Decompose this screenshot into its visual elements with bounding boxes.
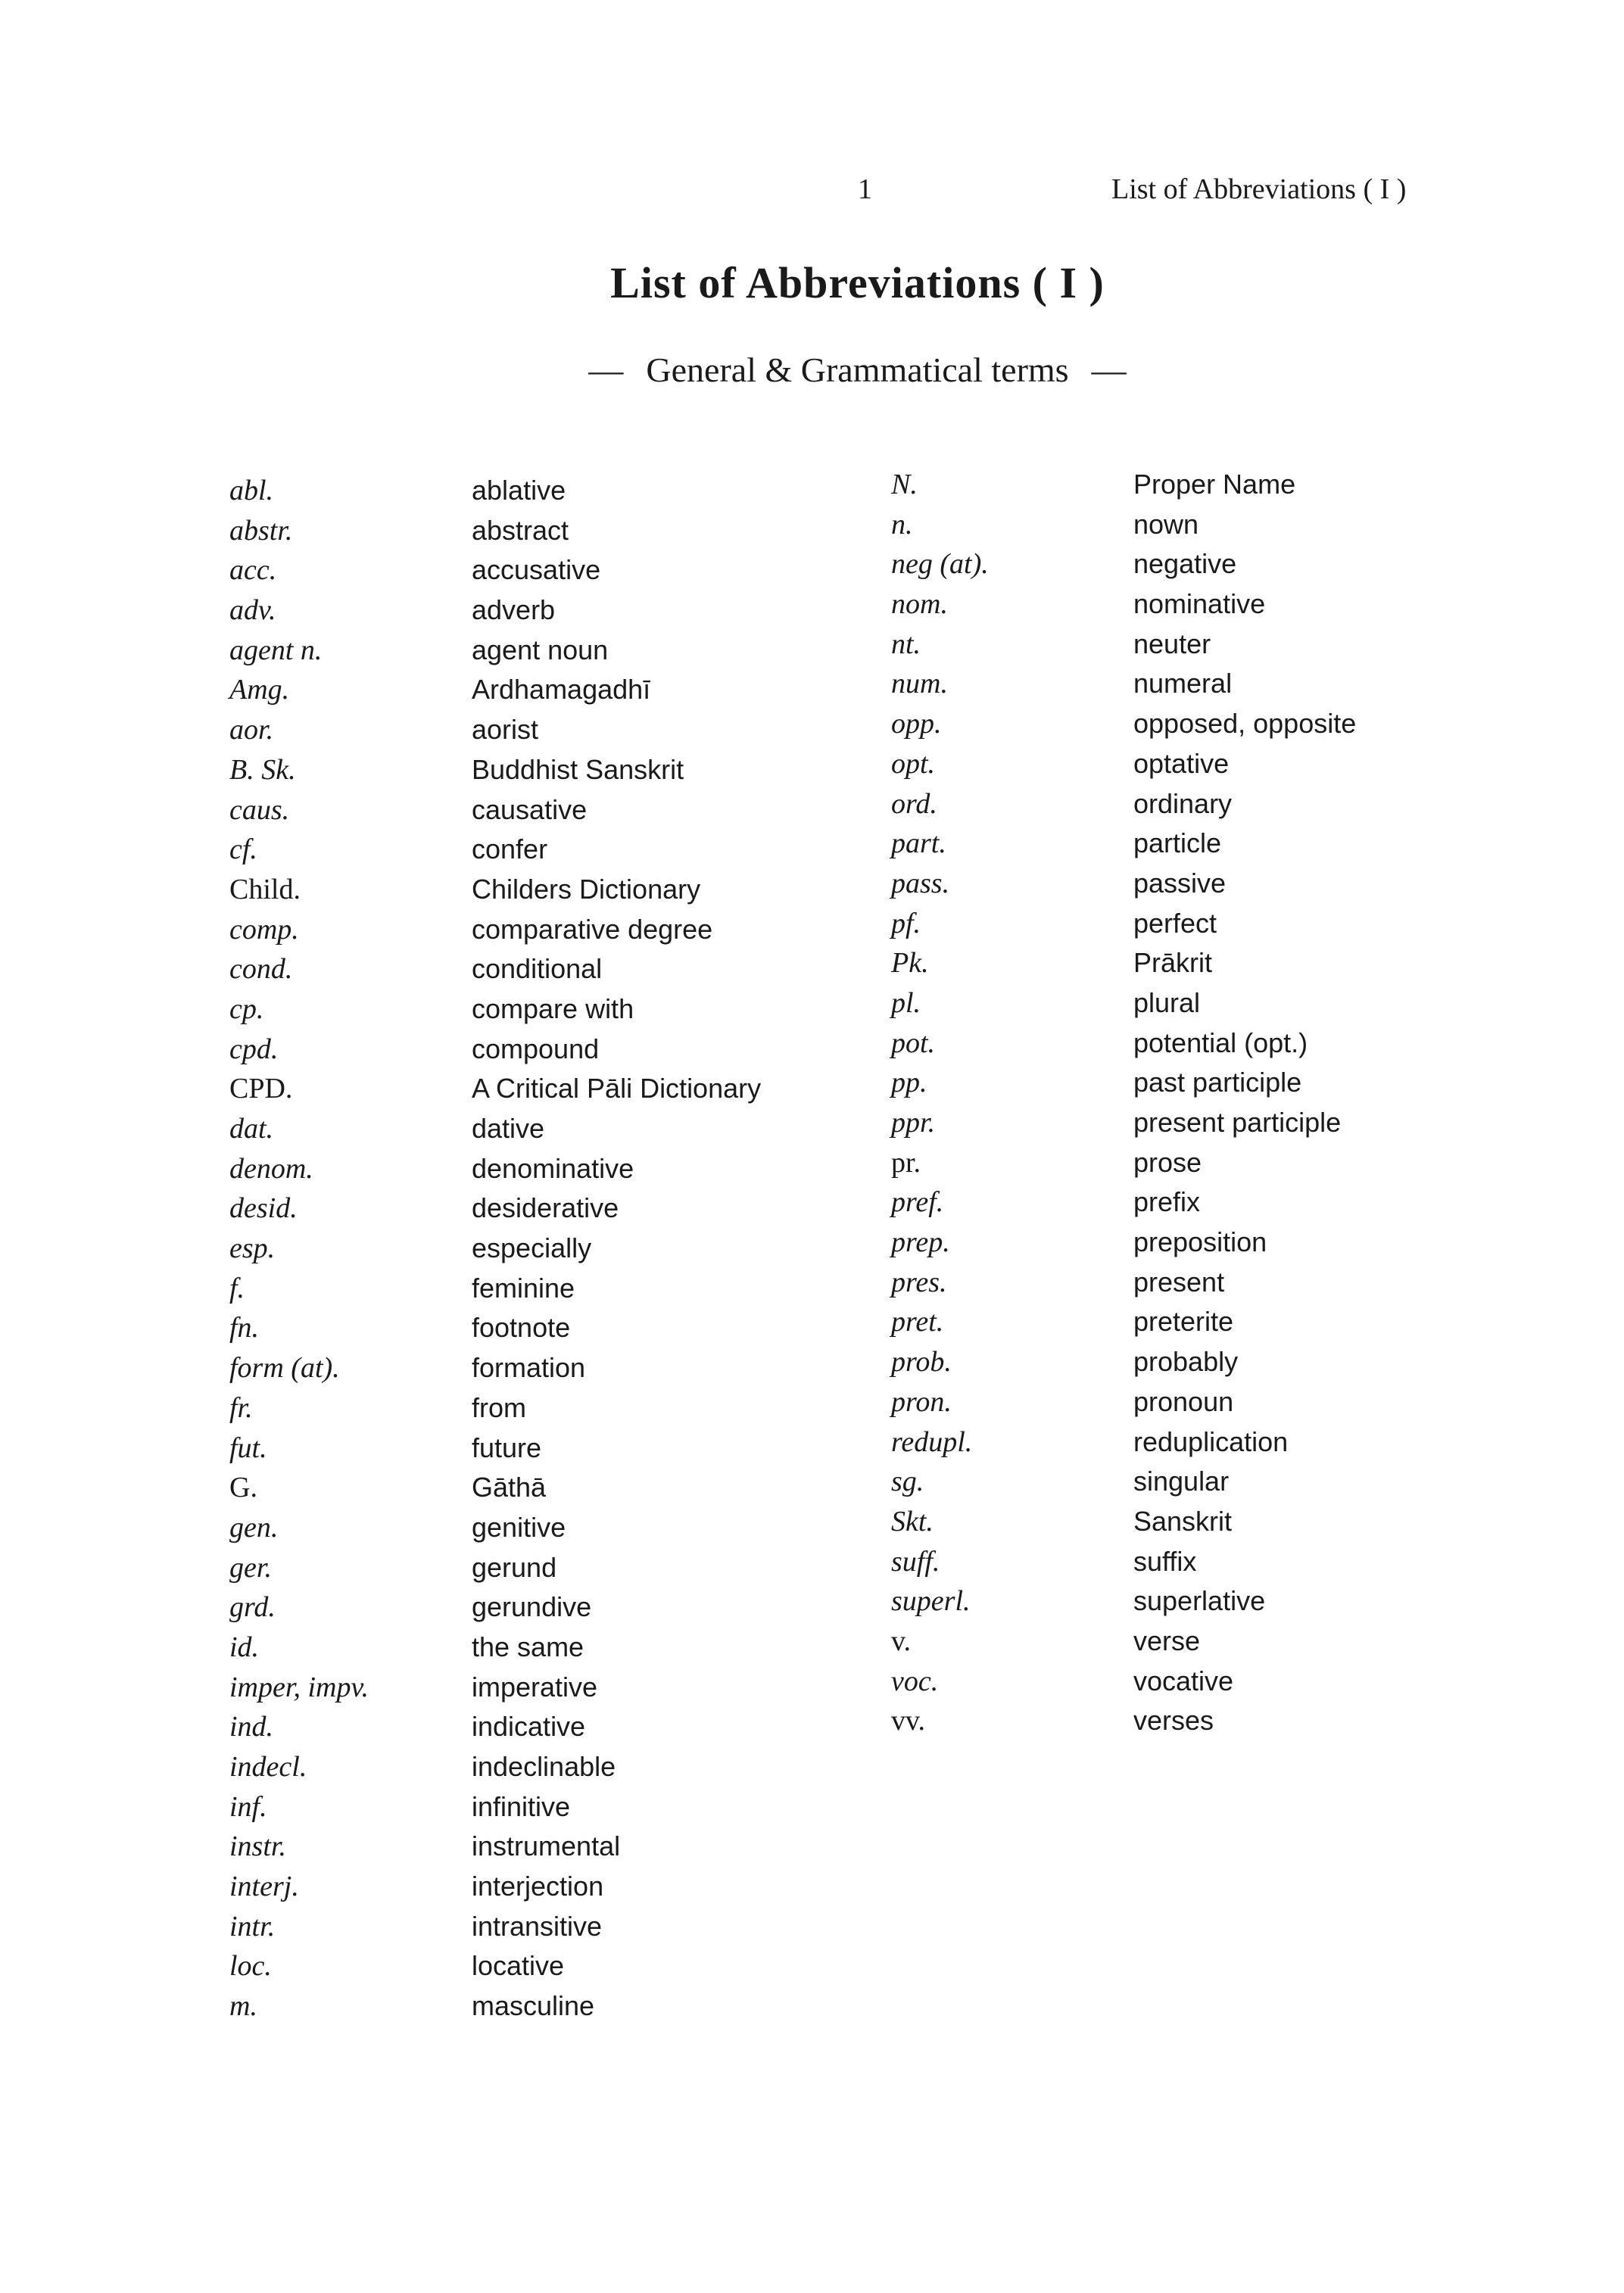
abbreviation-meaning: conditional	[472, 953, 603, 985]
abbreviation-meaning: superlative	[1133, 1585, 1266, 1617]
abbreviation-entry	[891, 1581, 1421, 1622]
abbreviation-meaning: nown	[1133, 508, 1199, 540]
abbreviation-term: pot.	[891, 1027, 936, 1059]
abbreviation-term: pres.	[891, 1266, 947, 1298]
abbreviation-term: opt.	[891, 747, 936, 780]
abbreviation-term: cond.	[229, 953, 293, 986]
abbreviation-meaning: singular	[1133, 1466, 1230, 1497]
abbreviation-meaning: future	[472, 1432, 542, 1463]
abbreviation-meaning: Ardhamagadhī	[472, 674, 651, 706]
abbreviation-entry	[229, 1907, 835, 1947]
abbreviation-meaning: imperative	[472, 1671, 598, 1703]
abbreviation-entry	[229, 631, 835, 671]
abbreviation-meaning: neuter	[1133, 628, 1211, 659]
abbreviation-entry	[891, 943, 1421, 983]
abbreviation-term: interj.	[229, 1871, 299, 1903]
abbreviation-meaning: denominative	[472, 1152, 634, 1184]
abbreviation-entry	[229, 1308, 835, 1348]
abbreviation-term: id.	[229, 1631, 260, 1663]
abbreviation-meaning: comparative degree	[472, 913, 713, 945]
abbreviation-meaning: agent noun	[472, 634, 609, 665]
abbreviation-entry	[891, 664, 1421, 704]
abbreviation-term: abl.	[229, 475, 274, 506]
abbreviation-entry	[891, 1701, 1421, 1741]
abbreviation-meaning: preterite	[1133, 1306, 1234, 1338]
abbreviation-term: inf.	[229, 1790, 267, 1823]
abbreviation-meaning: ablative	[472, 475, 566, 506]
abbreviation-term: pret.	[891, 1306, 944, 1338]
abbreviation-term: prep.	[891, 1226, 950, 1259]
abbreviation-term: superl.	[891, 1585, 971, 1618]
abbreviation-term: adv.	[229, 594, 276, 627]
abbreviation-meaning: perfect	[1133, 907, 1217, 939]
abbreviation-term: comp.	[229, 913, 299, 946]
abbreviation-term: nt.	[891, 628, 921, 660]
abbreviation-entry	[891, 983, 1421, 1023]
abbreviation-term: aor.	[229, 714, 274, 746]
abbreviation-entry	[229, 1867, 835, 1907]
abbreviation-meaning: compound	[472, 1033, 600, 1064]
running-header-title: List of Abbreviations ( I )	[1111, 173, 1407, 205]
abbreviation-meaning: negative	[1133, 548, 1237, 580]
abbreviation-term: sg.	[891, 1466, 924, 1498]
abbreviation-term: pron.	[891, 1385, 952, 1418]
abbreviation-term: pf.	[891, 907, 921, 939]
abbreviation-entry	[891, 1182, 1421, 1223]
abbreviation-term: suff.	[891, 1545, 940, 1578]
abbreviation-term: N.	[891, 469, 918, 500]
abbreviation-meaning: reduplication	[1133, 1425, 1289, 1457]
abbreviation-entry	[891, 1382, 1421, 1422]
abbreviation-entry	[891, 1302, 1421, 1342]
abbreviation-entry	[229, 1668, 835, 1708]
abbreviation-meaning: especially	[472, 1232, 592, 1264]
abbreviation-term: caus.	[229, 793, 290, 826]
abbreviation-entry	[891, 1462, 1421, 1502]
abbreviation-meaning: genitive	[472, 1511, 566, 1543]
abbreviation-meaning: verses	[1133, 1705, 1214, 1737]
abbreviation-term: m.	[229, 1990, 257, 2023]
abbreviation-meaning: footnote	[472, 1312, 571, 1344]
abbreviation-entry	[229, 1628, 835, 1668]
abbreviation-meaning: pronoun	[1133, 1385, 1234, 1417]
abbreviation-entry	[229, 949, 835, 989]
abbreviation-meaning: confer	[472, 833, 548, 865]
abbreviation-meaning: prefix	[1133, 1186, 1201, 1218]
abbreviation-entry	[229, 750, 835, 790]
abbreviation-entry	[891, 1263, 1421, 1303]
abbreviation-entry	[229, 1229, 835, 1269]
abbreviation-term: ger.	[229, 1551, 272, 1584]
abbreviation-term: instr.	[229, 1830, 286, 1863]
abbreviation-term: pp.	[891, 1067, 927, 1099]
abbreviation-entry	[229, 670, 835, 710]
abbreviation-entry	[229, 1189, 835, 1229]
abbreviation-meaning: prose	[1133, 1146, 1202, 1178]
abbreviation-meaning: the same	[472, 1631, 584, 1662]
abbreviation-term: Skt.	[891, 1505, 934, 1537]
abbreviation-entry	[891, 1662, 1421, 1702]
abbreviation-entry	[891, 1342, 1421, 1382]
abbreviation-entry	[229, 1827, 835, 1867]
abbreviation-term: CPD.	[229, 1073, 293, 1105]
abbreviation-meaning: causative	[472, 793, 588, 825]
abbreviation-term: v.	[891, 1625, 912, 1657]
subtitle-dash-left: —	[588, 350, 624, 389]
abbreviation-term: n.	[891, 508, 913, 541]
abbreviation-entry	[229, 1946, 835, 1986]
abbreviation-term: opp.	[891, 708, 942, 740]
abbreviation-meaning: infinitive	[472, 1790, 571, 1822]
abbreviation-meaning: optative	[1133, 747, 1230, 779]
abbreviation-term: intr.	[229, 1910, 276, 1943]
subtitle-dash-right: —	[1091, 350, 1127, 389]
abbreviation-term: neg (at).	[891, 548, 989, 581]
abbreviation-list-right	[891, 465, 1421, 1741]
abbreviation-meaning: vocative	[1133, 1665, 1234, 1696]
abbreviation-entry	[229, 830, 835, 870]
abbreviation-term: fn.	[229, 1312, 260, 1344]
abbreviation-entry	[229, 710, 835, 750]
abbreviation-term: fr.	[229, 1391, 253, 1424]
abbreviation-meaning: A Critical Pāli Dictionary	[472, 1073, 762, 1104]
abbreviation-meaning: particle	[1133, 827, 1222, 859]
abbreviation-meaning: interjection	[472, 1871, 604, 1902]
abbreviation-term: redupl.	[891, 1425, 973, 1458]
abbreviation-entry	[229, 1069, 835, 1109]
abbreviation-meaning: nominative	[1133, 588, 1266, 620]
abbreviation-entry	[229, 1508, 835, 1548]
abbreviation-meaning: present participle	[1133, 1107, 1342, 1138]
abbreviation-meaning: past participle	[1133, 1067, 1302, 1098]
abbreviation-term: G.	[229, 1472, 257, 1504]
abbreviation-meaning: preposition	[1133, 1226, 1267, 1258]
abbreviation-meaning: present	[1133, 1266, 1225, 1298]
abbreviation-entry	[891, 1502, 1421, 1542]
abbreviation-meaning: aorist	[472, 714, 539, 746]
subtitle-text: General & Grammatical terms	[646, 350, 1069, 389]
abbreviation-entry	[891, 1622, 1421, 1662]
abbreviation-term: vv.	[891, 1705, 926, 1737]
abbreviation-term: pref.	[891, 1186, 944, 1219]
abbreviation-meaning: adverb	[472, 594, 556, 626]
abbreviation-entry	[891, 1103, 1421, 1143]
abbreviation-meaning: indeclinable	[472, 1751, 616, 1782]
abbreviation-meaning: Buddhist Sanskrit	[472, 753, 684, 785]
abbreviation-meaning: Proper Name	[1133, 469, 1296, 500]
abbreviation-entry	[229, 910, 835, 950]
abbreviation-term: indecl.	[229, 1751, 307, 1783]
abbreviation-meaning: intransitive	[472, 1910, 603, 1942]
abbreviation-entry	[229, 1747, 835, 1787]
abbreviation-entry	[891, 744, 1421, 784]
abbreviation-entry	[891, 824, 1421, 864]
abbreviation-term: grd.	[229, 1591, 276, 1624]
abbreviation-meaning: from	[472, 1391, 526, 1423]
abbreviation-entry	[229, 870, 835, 910]
abbreviation-term: pass.	[891, 867, 950, 899]
abbreviation-term: loc.	[229, 1950, 272, 1983]
abbreviation-term: abstr.	[229, 514, 293, 547]
abbreviation-term: dat.	[229, 1113, 274, 1145]
abbreviation-meaning: verse	[1133, 1625, 1201, 1656]
abbreviation-term: cpd.	[229, 1033, 279, 1065]
abbreviation-term: ord.	[891, 787, 937, 820]
abbreviation-meaning: locative	[472, 1950, 565, 1982]
abbreviation-entry	[891, 465, 1421, 505]
abbreviation-entry	[229, 1986, 835, 2027]
abbreviation-entry	[891, 544, 1421, 584]
abbreviation-meaning: instrumental	[472, 1830, 621, 1862]
abbreviation-entry	[891, 1063, 1421, 1103]
abbreviation-meaning: Sanskrit	[1133, 1505, 1233, 1537]
abbreviation-term: fut.	[229, 1432, 267, 1464]
abbreviation-entry	[229, 1468, 835, 1508]
abbreviation-meaning: plural	[1133, 986, 1201, 1018]
abbreviation-entry	[229, 511, 835, 551]
abbreviation-entry	[229, 1707, 835, 1747]
abbreviation-entry	[229, 590, 835, 631]
abbreviation-term: pr.	[891, 1146, 921, 1179]
abbreviation-term: num.	[891, 668, 948, 700]
page-subtitle	[0, 350, 1624, 390]
abbreviation-entry	[891, 784, 1421, 824]
abbreviation-term: ind.	[229, 1711, 274, 1743]
abbreviation-meaning: suffix	[1133, 1545, 1197, 1577]
abbreviation-meaning: formation	[472, 1352, 586, 1384]
abbreviation-meaning: feminine	[472, 1272, 575, 1304]
abbreviation-entry	[891, 904, 1421, 944]
abbreviation-term: denom.	[229, 1152, 313, 1185]
abbreviation-entry	[229, 1428, 835, 1469]
abbreviation-term: form (at).	[229, 1352, 340, 1385]
abbreviation-term: Child.	[229, 873, 301, 905]
abbreviation-meaning: masculine	[472, 1990, 595, 2022]
abbreviation-entry	[891, 864, 1421, 904]
abbreviation-entry	[229, 1109, 835, 1149]
abbreviation-term: voc.	[891, 1665, 939, 1697]
abbreviation-entry	[229, 471, 835, 511]
abbreviation-term: pl.	[891, 986, 921, 1019]
abbreviation-entry	[891, 584, 1421, 625]
abbreviation-entry	[229, 1548, 835, 1588]
abbreviation-term: cp.	[229, 992, 264, 1025]
abbreviation-term: ppr.	[891, 1107, 936, 1139]
abbreviation-meaning: compare with	[472, 992, 634, 1024]
abbreviation-entry	[891, 625, 1421, 665]
abbreviation-meaning: ordinary	[1133, 787, 1233, 819]
abbreviation-term: B. Sk.	[229, 753, 296, 786]
abbreviation-meaning: Gāthā	[472, 1472, 547, 1503]
abbreviation-entry	[891, 1023, 1421, 1064]
abbreviation-term: acc.	[229, 554, 277, 587]
abbreviation-entry	[229, 790, 835, 830]
abbreviation-term: gen.	[229, 1511, 279, 1544]
abbreviation-meaning: Childers Dictionary	[472, 873, 701, 905]
abbreviation-meaning: potential (opt.)	[1133, 1027, 1308, 1058]
abbreviation-meaning: accusative	[472, 554, 601, 586]
abbreviation-entry	[891, 704, 1421, 744]
abbreviation-list-left	[229, 471, 835, 2027]
abbreviation-term: f.	[229, 1272, 245, 1304]
abbreviation-entry	[229, 1149, 835, 1189]
abbreviation-entry	[891, 1422, 1421, 1463]
abbreviation-entry	[229, 1348, 835, 1388]
running-header	[0, 173, 1624, 210]
page-title: List of Abbreviations ( I )	[610, 258, 1105, 307]
abbreviation-meaning: dative	[472, 1113, 545, 1144]
abbreviation-entry	[229, 1030, 835, 1070]
abbreviation-entry	[229, 1269, 835, 1309]
abbreviation-meaning: indicative	[472, 1711, 586, 1743]
abbreviation-meaning: abstract	[472, 514, 569, 546]
abbreviation-meaning: opposed, opposite	[1133, 708, 1357, 740]
abbreviation-term: nom.	[891, 588, 948, 621]
abbreviation-term: Amg.	[229, 674, 290, 706]
abbreviation-term: desid.	[229, 1192, 298, 1225]
abbreviation-entry	[891, 1143, 1421, 1183]
abbreviation-entry	[229, 550, 835, 590]
abbreviation-meaning: passive	[1133, 867, 1227, 899]
abbreviation-entry	[229, 1787, 835, 1827]
abbreviation-entry	[891, 1223, 1421, 1263]
abbreviation-entry	[229, 1388, 835, 1428]
abbreviation-term: agent n.	[229, 634, 323, 666]
abbreviation-term: prob.	[891, 1346, 952, 1379]
abbreviation-meaning: numeral	[1133, 668, 1233, 699]
abbreviation-meaning: gerund	[472, 1551, 557, 1583]
abbreviation-meaning: Prākrit	[1133, 947, 1213, 979]
abbreviation-term: part.	[891, 827, 946, 860]
page-number: 1	[858, 173, 872, 205]
abbreviation-entry	[229, 1587, 835, 1628]
abbreviation-meaning: probably	[1133, 1346, 1239, 1378]
abbreviation-entry	[229, 989, 835, 1030]
abbreviation-entry	[891, 505, 1421, 545]
abbreviation-term: Pk.	[891, 947, 929, 980]
abbreviation-entry	[891, 1542, 1421, 1582]
abbreviation-meaning: desiderative	[472, 1192, 619, 1224]
abbreviation-term: esp.	[229, 1232, 276, 1265]
abbreviation-meaning: gerundive	[472, 1591, 592, 1623]
abbreviation-term: cf.	[229, 833, 257, 866]
abbreviation-term: imper, impv.	[229, 1671, 369, 1703]
